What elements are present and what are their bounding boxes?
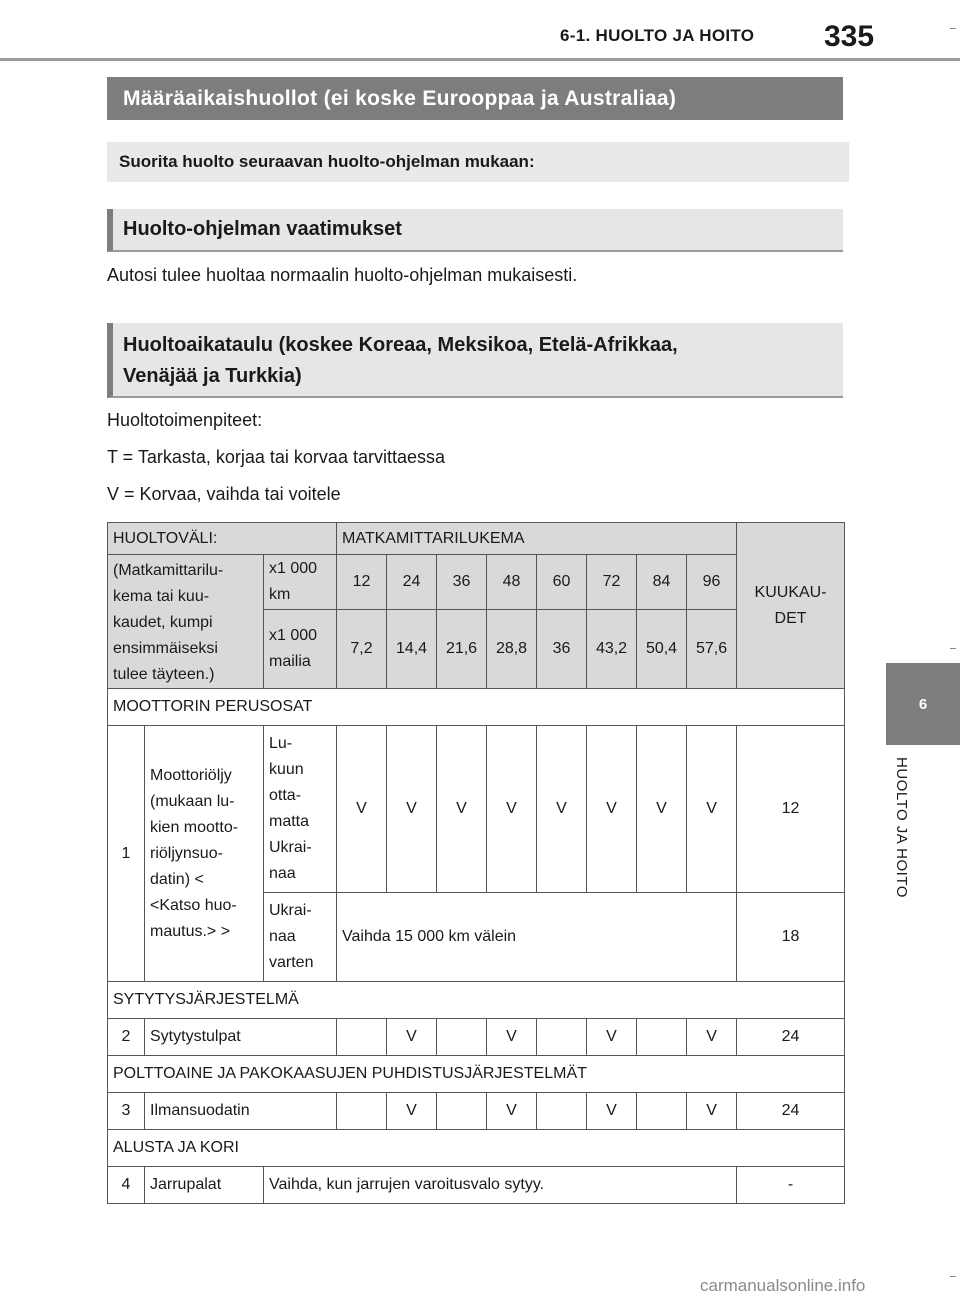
section-banner: Määräaikaishuollot (ei koske Eurooppaa ja Australiaa) [107,77,843,120]
sub-condition [264,893,337,982]
ops-title: Huoltotoimenpiteet: [107,410,263,430]
header-rule [0,58,960,61]
heading-schedule-line1: Huoltoaikataulu (koskee Koreaa, Meksikoa, Etelä-Afrikkaa, [123,334,678,356]
schedule-cell: V [387,1019,437,1056]
schedule-cell: V [587,1019,637,1056]
corner-mark [950,1276,956,1277]
sub-line: matta [269,813,310,830]
page-number: 335 [824,20,875,53]
ops-legend-v: V = Korvaa, vaihda tai voitele [107,484,341,504]
ops-legend-t: T = Tarkasta, korjaa tai korvaa tarvittaessa [107,447,445,467]
schedule-cell [537,1093,587,1130]
schedule-cell [337,1019,387,1056]
item-engine-oil [145,726,264,982]
schedule-cell [337,1093,387,1130]
sub-line: Ukrai- [269,839,312,856]
instruction-box: Suorita huolto seuraavan huolto-ohjelman mukaan: [107,142,849,182]
schedule-cell: V [687,726,737,893]
mi-unit [264,609,337,688]
months-value: 12 [737,726,845,893]
sub-condition [264,726,337,893]
item-name-line: mautus.> > [150,922,231,940]
page-header-title: 6-1. HUOLTO JA HOITO [560,26,755,45]
km-value: 24 [387,555,437,610]
sub-line: Ukrai- [269,902,312,919]
item-number: 3 [108,1093,145,1130]
sub-line: varten [269,954,314,971]
corner-mark [950,28,956,29]
schedule-note: Vaihda 15 000 km välein [337,893,737,982]
mi-value: 57,6 [687,609,737,688]
schedule-cell [437,1019,487,1056]
km-value: 12 [337,555,387,610]
schedule-cell: V [587,726,637,893]
km-value: 96 [687,555,737,610]
schedule-cell [637,1019,687,1056]
schedule-cell: V [487,1093,537,1130]
schedule-cell: V [537,726,587,893]
schedule-cell: V [687,1093,737,1130]
sub-line: otta- [269,787,302,804]
section-ignition: SYTYTYSJÄRJESTELMÄ [108,982,845,1019]
desc-line: ensimmäiseksi [113,640,218,657]
desc-line: (Matkamittarilu- [113,562,224,579]
km-unit [264,555,337,610]
km-value: 48 [487,555,537,610]
months-value: 24 [737,1019,845,1056]
months-value: 24 [737,1093,845,1130]
watermark: carmanualsonline.info [700,1276,866,1295]
sub-line: Lu- [269,735,293,752]
schedule-cell: V [387,726,437,893]
months-label-line: KUUKAU- [754,583,827,601]
km-unit-line: km [269,585,291,603]
chapter-tab[interactable]: 6 [886,663,960,745]
schedule-cell [437,1093,487,1130]
item-name-line: datin) < [150,870,204,888]
schedule-cell: V [487,1019,537,1056]
mi-unit-line: x1 000 [269,626,318,644]
km-value: 60 [537,555,587,610]
mi-value: 43,2 [587,609,637,688]
schedule-cell: V [587,1093,637,1130]
schedule-cell [537,1019,587,1056]
item-name-line: <Katso huo- [150,896,237,914]
mi-value: 50,4 [637,609,687,688]
item-number: 4 [108,1167,145,1204]
km-unit-line: x1 000 [269,559,318,577]
sub-line: kuun [269,761,304,778]
odometer-label: MATKAMITTARILUKEMA [337,523,737,555]
heading-schedule [107,323,843,398]
schedule-cell: V [337,726,387,893]
desc-line: kaudet, kumpi [113,614,213,631]
item-name-line: (mukaan lu- [150,792,235,810]
item-brake-pads: Jarrupalat [145,1167,264,1204]
mi-value: 14,4 [387,609,437,688]
item-spark-plugs: Sytytystulpat [145,1019,337,1056]
heading-program-requirements: Huolto-ohjelman vaatimukset [107,209,843,252]
schedule-cell: V [687,1019,737,1056]
months-value: 18 [737,893,845,982]
sub-line: naa [269,928,296,945]
mi-value: 21,6 [437,609,487,688]
mi-unit-line: mailia [269,652,311,670]
schedule-cell: V [637,726,687,893]
item-name-line: riöljynsuo- [150,844,223,862]
schedule-cell: V [387,1093,437,1130]
item-air-filter: Ilmansuodatin [145,1093,337,1130]
section-engine: MOOTTORIN PERUSOSAT [108,689,845,726]
section-chassis-body: ALUSTA JA KORI [108,1130,845,1167]
item-name-line: kien mootto- [150,818,239,836]
sub-line: naa [269,865,296,882]
schedule-cell [637,1093,687,1130]
months-header [737,523,845,689]
interval-label: HUOLTOVÄLI: [108,523,337,555]
item-name-line: Moottoriöljy [150,766,232,784]
schedule-note: Vaihda, kun jarrujen varoitusvalo sytyy. [264,1167,737,1204]
section-fuel-emission: POLTTOAINE JA PAKOKAASUJEN PUHDISTUSJÄRJESTELMÄT [108,1056,845,1093]
desc-line: kema tai kuu- [113,588,210,605]
schedule-cell: V [487,726,537,893]
mi-value: 28,8 [487,609,537,688]
desc-line: tulee täyteen.) [113,666,215,683]
months-value: - [737,1167,845,1204]
mi-value: 7,2 [337,609,387,688]
interval-description [108,555,264,689]
schedule-cell: V [437,726,487,893]
para-normal-schedule: Autosi tulee huoltaa normaalin huolto-ohjelman mukaisesti. [107,265,578,285]
item-number: 2 [108,1019,145,1056]
chapter-side-label: HUOLTO JA HOITO [893,757,910,898]
km-value: 36 [437,555,487,610]
km-value: 84 [637,555,687,610]
km-value: 72 [587,555,637,610]
heading-schedule-line2: Venäjää ja Turkkia) [123,365,302,387]
maintenance-schedule-table [107,522,845,1204]
item-number: 1 [108,726,145,982]
months-label-line: DET [774,609,807,627]
mi-value: 36 [537,609,587,688]
corner-mark [950,648,956,649]
